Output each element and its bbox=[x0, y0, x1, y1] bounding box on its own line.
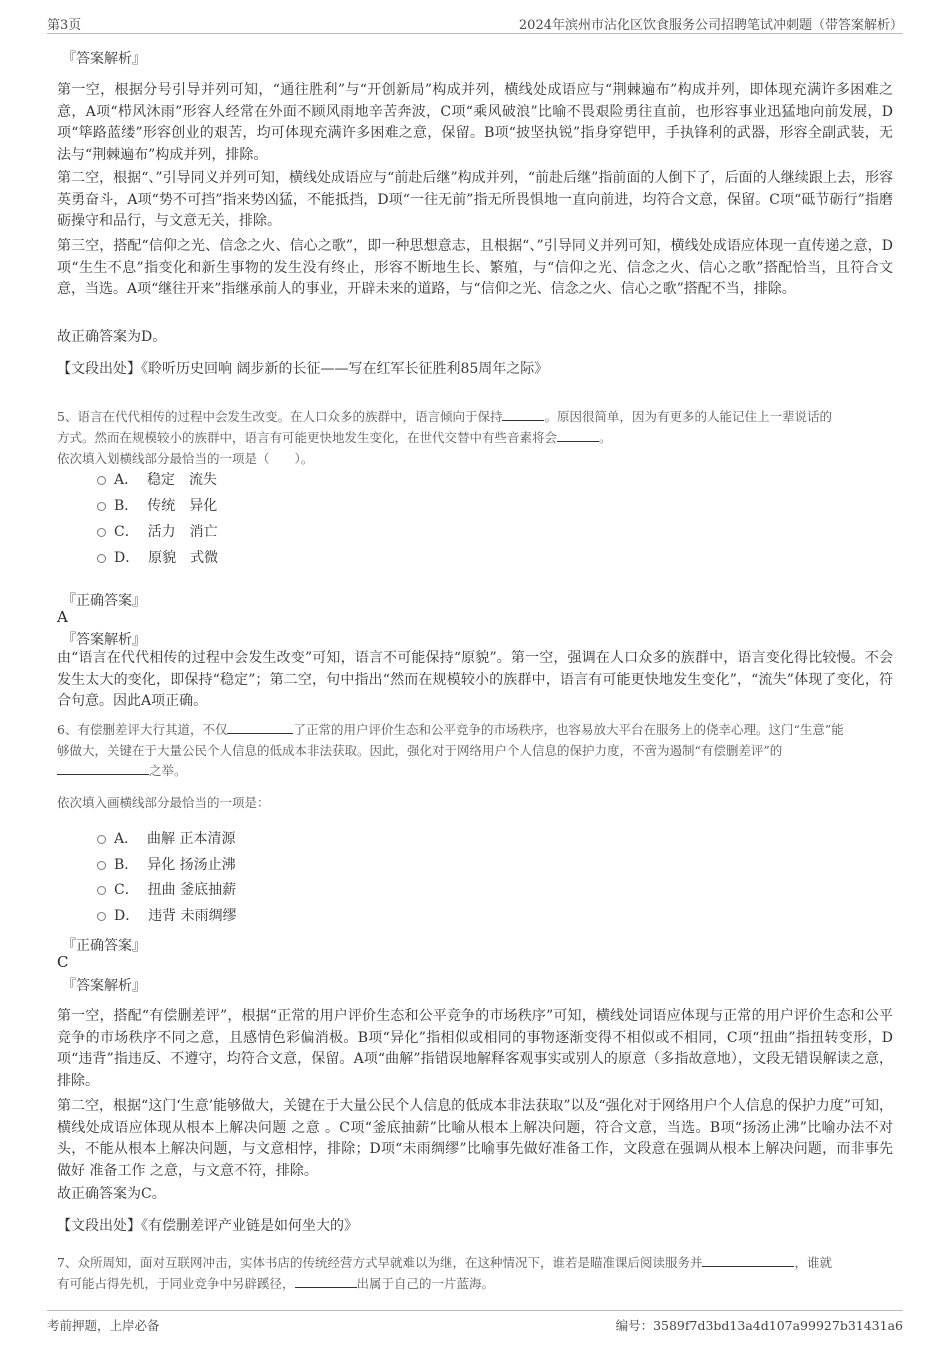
fill-blank bbox=[227, 722, 293, 734]
option-c[interactable]: C． 活力 消亡 bbox=[97, 521, 218, 543]
correct-answer-tag: 『正确答案』 bbox=[62, 938, 146, 954]
analysis-tag: 『答案解析』 bbox=[62, 51, 146, 67]
analysis-tag: 『答案解析』 bbox=[62, 632, 146, 648]
analysis-paragraph: 第一空，根据分号引导并列可知，“通往胜利”与“开创新局”构成并列，横线处成语应与“荆棘遍布”构成并列，即体现充满许多困难之意，A项“栉风沐雨”形容人经常在外面不顾风雨地辛苦奔波，C项“乘风破浪”比喻不畏艰险勇往直前，也形容事业迅猛地向前发展，D项“筚路蓝缕”形容创业的艰苦，均可体现充满许多困难之意，保留。B项“披坚执锐”指身穿铠甲，手执锋利的武器，形容全副武装，无法与“荆棘遍布”构成并列，排除。 bbox=[57, 82, 893, 163]
correct-answer: A bbox=[57, 608, 68, 626]
question-5-stem: 5、语言在代代相传的过程中会发生改变。在人口众多的族群中，语言倾向于保持 。原因很简单，因为有更多的人能记住上一辈说话的 方式。然而在规模较小的族群中，语言有可能更快地发生变化，在世代交替中有些音素将会 。 依次填入划横线部分最恰当的一项是（ ）。 bbox=[57, 409, 832, 466]
source-citation: 【文段出处】《有偿删差评产业链是如何坐大的》 bbox=[57, 1218, 358, 1234]
footer-slogan: 考前押题，上岸必备 bbox=[47, 1318, 160, 1333]
document-title: 2024年滨州市沾化区饮食服务公司招聘笔试冲刺题（带答案解析） bbox=[518, 18, 903, 33]
option-c[interactable]: C． 扭曲 釜底抽薪 bbox=[97, 879, 236, 901]
analysis-paragraph: 由“语言在代代相传的过程中会发生改变”可知，语言不可能保持“原貌”。第一空，强调在人口众多的族群中，语言变化得比较慢。不会发生太大的变化，即保持“稳定”；第二空，句中指出“然而在规模较小的族群中，语言有可能更快地发生变化”，“流失”体现了变化，符合句意。因此A项正确。 bbox=[57, 650, 893, 709]
option-a[interactable]: A． 稳定 流失 bbox=[97, 469, 217, 491]
option-a[interactable]: A． 曲解 正本清源 bbox=[97, 828, 235, 850]
conclusion: 故正确答案为C。 bbox=[57, 1186, 166, 1202]
fill-blank bbox=[295, 1276, 357, 1288]
radio-icon[interactable] bbox=[97, 835, 106, 844]
analysis-tag: 『答案解析』 bbox=[62, 978, 146, 994]
radio-icon[interactable] bbox=[97, 554, 106, 563]
question-prompt: 依次填入划横线部分最恰当的一项是（ ）。 bbox=[57, 451, 314, 466]
correct-answer-tag: 『正确答案』 bbox=[62, 593, 146, 609]
option-d[interactable]: D． 原貌 式微 bbox=[97, 547, 218, 569]
analysis-paragraph: 第一空，搭配“有偿删差评”，根据“正常的用户评价生态和公平竞争的市场秩序”可知，横线处词语应体现与正常的用户评价生态和公平竞争的市场秩序不同之意，且感情色彩偏消极。B项“异化”指相似或相同的事物逐渐变得不相似或不相同，C项“扭曲”指扭转变形，D项“违背”指违反、不遵守，均符合文意，保留。A项“曲解”指错误地解释客观事实或别人的原意（多指故意地），文段无错误解读之意，排除。 bbox=[57, 1008, 893, 1089]
analysis-paragraph: 第二空，根据“这门‘生意’能够做大，关键在于大量公民个人信息的低成本非法获取”以及“强化对于网络用户个人信息的保护力度”可知，横线处成语应体现从根本上解决问题 之意 。C项“釜底抽薪”比喻从根本上解决问题，符合文意，当选。B项“扬汤止沸”比喻办法不对头，不能从根本上解决问题，与文意相悖，排除；D项“未雨绸缪”比喻事先做好准备工作，文段意在强调从根本上解决问题，而非事先做好 准备工作 之意，与文意不符，排除。 bbox=[57, 1098, 893, 1179]
option-b[interactable]: B． 异化 扬汤止沸 bbox=[97, 854, 236, 876]
fill-blank bbox=[557, 430, 599, 442]
source-citation: 【文段出处】《聆听历史回响 阔步新的长征——写在红军长征胜利85周年之际》 bbox=[57, 361, 549, 377]
radio-icon[interactable] bbox=[97, 886, 106, 895]
document-id: 编号：3589f7d3bd13a4d107a99927b31431a6 bbox=[615, 1318, 903, 1333]
page-footer bbox=[47, 1310, 903, 1334]
question-7-stem: 7、众所周知，面对互联网冲击，实体书店的传统经营方式早就难以为继，在这种情况下，谁若是瞄准课后阅读服务并 ，谁就 有可能占得先机，于同业竞争中另辟蹊径， 出属于自己的一片蓝海。 bbox=[57, 1255, 832, 1291]
fill-blank bbox=[702, 1255, 794, 1267]
fill-blank bbox=[57, 763, 149, 775]
radio-icon[interactable] bbox=[97, 502, 106, 511]
question-prompt: 依次填入画横线部分最恰当的一项是： bbox=[57, 795, 270, 810]
radio-icon[interactable] bbox=[97, 476, 106, 485]
option-b[interactable]: B． 传统 异化 bbox=[97, 495, 217, 517]
page-header bbox=[47, 12, 903, 34]
radio-icon[interactable] bbox=[97, 528, 106, 537]
option-d[interactable]: D． 违背 未雨绸缪 bbox=[97, 905, 237, 927]
radio-icon[interactable] bbox=[97, 912, 106, 921]
analysis-paragraph: 第二空，根据“、”引导同义并列可知，横线处成语应与“前赴后继”构成并列，“前赴后继”指前面的人倒下了，后面的人继续跟上去，形容英勇奋斗，A项“势不可挡”指来势凶猛，不能抵挡，D项“一往无前”指无所畏惧地一直向前进，均符合文意，保留。C项“砥节砺行”指磨砺操守和品行，与文意无关，排除。 bbox=[57, 170, 893, 229]
correct-answer: C bbox=[57, 953, 69, 971]
page-number: 第3页 bbox=[47, 18, 82, 33]
question-6-stem: 6、有偿删差评大行其道，不仅 了正常的用户评价生态和公平竞争的市场秩序，也容易放大平台在服务上的侥幸心理。这门“生意”能 够做大，关键在于大量公民个人信息的低成本非法获取。因此，强化对于网络用户个人信息的保护力度，不啻为遏制“有偿删差评”的 之举。 bbox=[57, 722, 844, 778]
fill-blank bbox=[502, 409, 544, 421]
analysis-paragraph: 第三空，搭配“信仰之光、信念之火、信心之歌”，即一种思想意志，且根据“、”引导同义并列可知，横线处成语应体现一直传递之意，D项“生生不息”指变化和新生事物的发生没有终止，形容不断地生长、繁殖，与“信仰之光、信念之火、信心之歌”搭配恰当，且符合文意，当选。A项“继往开来”指继承前人的事业，开辟未来的道路，与“信仰之光、信念之火、信心之歌”搭配不当，排除。 bbox=[57, 238, 893, 297]
conclusion: 故正确答案为D。 bbox=[57, 329, 167, 345]
radio-icon[interactable] bbox=[97, 861, 106, 870]
